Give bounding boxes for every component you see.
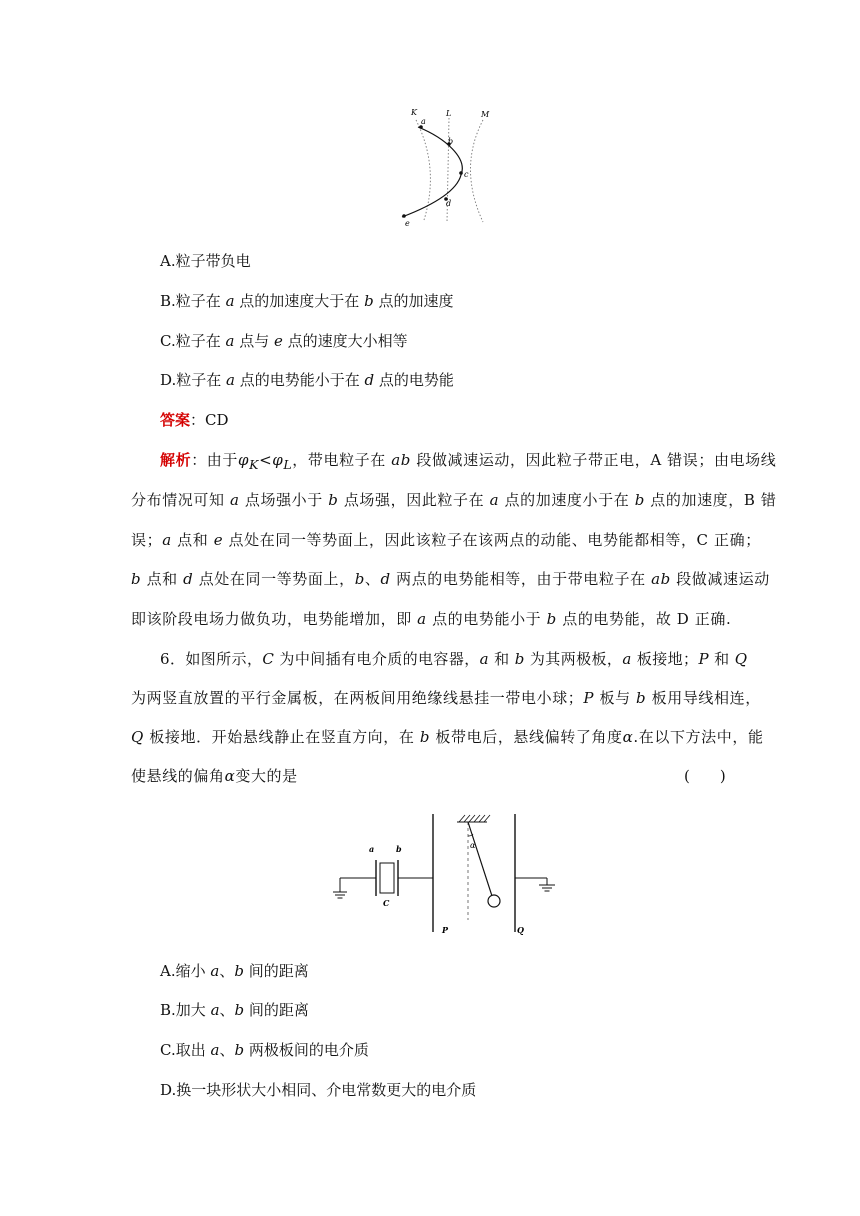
label-m: M [481,110,490,119]
label-b: b [448,137,454,146]
equipotential-line-m [471,120,484,222]
analysis-label: 解析 [160,451,192,469]
thread [468,822,492,896]
label-k: K [411,108,417,117]
question6-line-1: 6．如图所示，C 为中间插有电介质的电容器，a 和 b 为其两极板，a 板接地；P 和 Q [160,650,748,668]
right-ground-icon [539,878,555,891]
analysis-line-1: 解析：由于$\varphi_K<\varphi_L$，带电粒子在 ab 段做减速运动，因此粒子带正电，A 错误；由电场线 [160,451,777,472]
answer-blank: ( ) [684,767,726,785]
analysis-line-4: b 点和 d 点处在同一等势面上，b、d 两点的电势能相等，由于带电粒子在 ab 段做减速运动 [131,570,770,588]
label-plate-q: Q [517,925,524,935]
analysis-line-5: 即该阶段电场力做负功，电势能增加，即 a 点的电势能小于 b 点的电势能，故 D 正确. [131,610,732,628]
question6-line-4: 使悬线的偏角α变大的是 [131,767,298,785]
point-e-dot [402,214,406,218]
label-capacitor-c: C [383,898,390,908]
question6-number: 6 [160,650,170,668]
option-6b: B.加大 a、b 间的距离 [160,1001,309,1019]
particle-trajectory [402,127,462,217]
option-6d: D.换一块形状大小相同、介电常数更大的电介质 [160,1081,477,1099]
capacitor-c [376,860,398,896]
option-5b: B.粒子在 a 点的加速度大于在 b 点的加速度 [160,292,454,310]
point-c-dot [459,171,463,175]
option-6a: A.缩小 a、b 间的距离 [160,962,309,980]
answer-label: 答案 [160,411,191,429]
left-ground-icon [333,878,347,898]
option-6c: C.取出 a、b 两极板间的电介质 [160,1041,369,1059]
label-d: d [446,199,452,208]
label-l: L [446,109,452,118]
label-plate-a: a [369,844,375,854]
label-e: e [405,219,410,228]
label-plate-p: P [442,925,449,935]
label-c: c [464,170,469,179]
equipotential-figure [390,100,500,230]
label-a: a [421,117,426,126]
label-plate-b: b [396,844,402,854]
label-alpha: α [470,841,476,850]
option-5a: A.粒子带负电 [160,252,251,270]
charged-ball [488,895,500,907]
capacitor-pendulum-figure [325,810,565,940]
answer-line: 答案：CD [160,411,229,429]
option-5d: D.粒子在 a 点的电势能小于在 d 点的电势能 [160,371,454,389]
analysis-line-2: 分布情况可知 a 点场强小于 b 点场强，因此粒子在 a 点的加速度小于在 b 点的加速度，B 错 [131,491,777,509]
question6-line-2: 为两竖直放置的平行金属板，在两板间用绝缘线悬挂一带电小球；P 板与 b 板用导线相连， [131,689,761,707]
question6-line-3: Q 板接地．开始悬线静止在竖直方向，在 b 板带电后，悬线偏转了角度α.在以下方法中，能 [131,728,764,746]
hanger-support [457,815,490,822]
analysis-line-3: 误；a 点和 e 点处在同一等势面上，因此该粒子在该两点的动能、电势能都相等，C 正确； [131,531,761,549]
option-5c: C.粒子在 a 点与 e 点的速度大小相等 [160,332,408,350]
